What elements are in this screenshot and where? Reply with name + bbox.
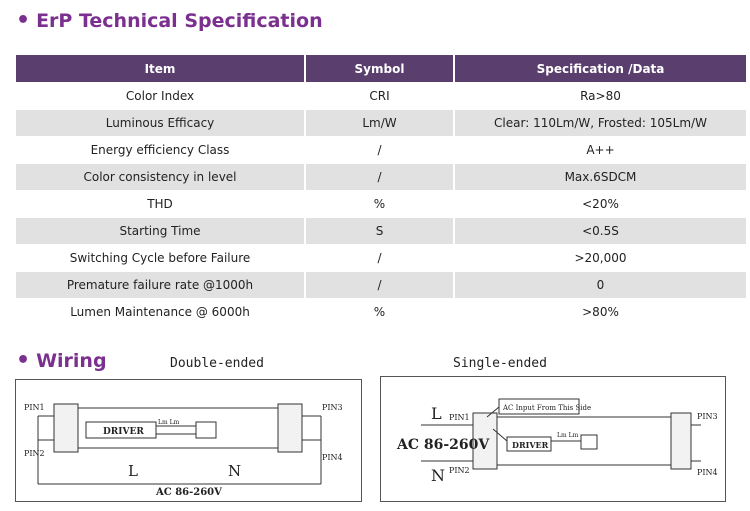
cell-item: THD: [147, 197, 173, 211]
pin2-label: PIN2: [24, 449, 45, 458]
pin3-label: PIN3: [697, 412, 718, 421]
spec-section-title: [16, 10, 323, 32]
cell-spec: >80%: [582, 305, 619, 319]
cell-symbol: /: [306, 164, 453, 190]
wiring-title-text: Wiring: [36, 350, 107, 372]
cell-spec: >20,000: [574, 251, 627, 265]
input-note: AC Input From This Side: [503, 404, 592, 412]
table-row: [16, 137, 746, 163]
end-cap-right: [671, 413, 691, 469]
header-symbol: Symbol: [306, 55, 453, 82]
single-ended-label: Single-ended: [453, 356, 547, 371]
double-ended-diagram: [15, 379, 362, 502]
cell-item: Lumen Maintenance @ 6000h: [70, 305, 250, 319]
live-label: L: [431, 404, 442, 423]
cell-item: Starting Time: [16, 218, 304, 244]
cell-spec: <20%: [582, 197, 619, 211]
cell-spec: Max.6SDCM: [455, 164, 746, 190]
cell-symbol: S: [306, 218, 453, 244]
led-marks: Lm Lm: [557, 432, 579, 439]
pin2-label: PIN2: [449, 466, 470, 475]
cell-symbol: %: [373, 305, 386, 319]
cell-spec: Clear: 110Lm/W, Frosted: 105Lm/W: [455, 110, 746, 136]
table-row: [16, 218, 746, 244]
cell-symbol: Lm/W: [306, 110, 453, 136]
supply-label: AC 86-260V: [397, 437, 490, 453]
cell-item: Luminous Efficacy: [16, 110, 304, 136]
table-row: [16, 83, 746, 109]
bullet-icon: •: [16, 348, 31, 373]
end-cap-left: [54, 404, 78, 452]
cell-symbol: /: [377, 251, 382, 265]
header-spec: Specification /Data: [455, 55, 746, 82]
live-label: L: [128, 462, 138, 480]
cell-item: Premature failure rate @1000h: [16, 272, 304, 298]
header-item: Item: [16, 55, 304, 82]
led-box: [581, 435, 597, 449]
table-row: [16, 191, 746, 217]
table-row: [16, 245, 746, 271]
cell-item: Energy efficiency Class: [90, 143, 230, 157]
neutral-label: N: [228, 462, 242, 480]
table-header-row: [16, 55, 746, 82]
led-marks: Lm Lm: [158, 419, 180, 426]
double-ended-schematic: [16, 380, 363, 503]
neutral-label: N: [431, 466, 445, 485]
cell-item: Color consistency in level: [16, 164, 304, 190]
bullet-icon: •: [16, 8, 31, 33]
pin4-label: PIN4: [322, 453, 343, 462]
table-row: [16, 164, 746, 190]
driver-label: DRIVER: [103, 427, 144, 437]
single-ended-schematic: [381, 377, 727, 503]
table-row: [16, 299, 746, 325]
cell-spec: A++: [586, 143, 615, 157]
cell-symbol: /: [377, 143, 382, 157]
spec-title-text: ErP Technical Specification: [36, 10, 323, 32]
double-ended-label: Double-ended: [170, 356, 264, 371]
single-ended-diagram: [380, 376, 726, 502]
pin1-label: PIN1: [24, 403, 45, 412]
cell-symbol: /: [306, 272, 453, 298]
cell-spec: 0: [455, 272, 746, 298]
pin3-label: PIN3: [322, 403, 343, 412]
pin4-label: PIN4: [697, 468, 718, 477]
table-row: [16, 110, 746, 136]
cell-symbol: CRI: [369, 89, 390, 103]
led-box: [196, 422, 216, 438]
cell-symbol: %: [373, 197, 386, 211]
wiring-section-title: [16, 350, 107, 372]
cell-item: Color Index: [125, 89, 195, 103]
cell-spec: <0.5S: [455, 218, 746, 244]
table-row: [16, 272, 746, 298]
cell-spec: Ra>80: [580, 89, 621, 103]
end-cap-right: [278, 404, 302, 452]
driver-label: DRIVER: [512, 440, 549, 450]
cell-item: Switching Cycle before Failure: [69, 251, 251, 265]
pin1-label: PIN1: [449, 413, 470, 422]
spec-table: [14, 54, 748, 326]
supply-label: AC 86-260V: [156, 487, 222, 498]
